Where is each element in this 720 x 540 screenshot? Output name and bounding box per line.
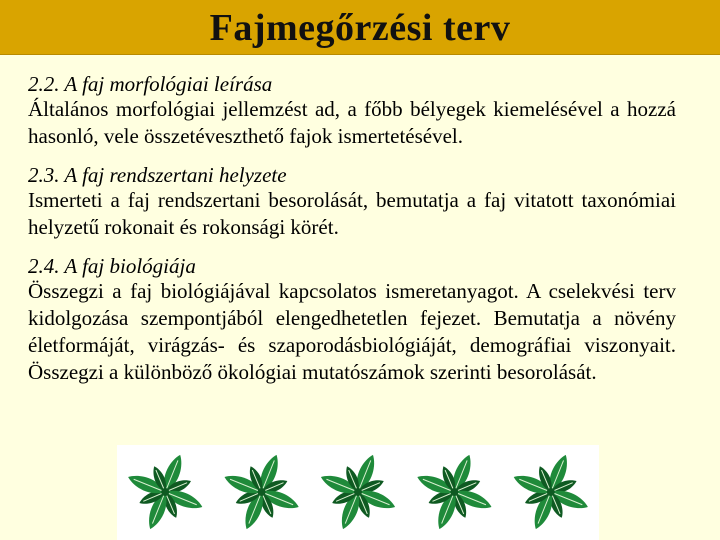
section-heading: 2.3. A faj rendszertani helyzete xyxy=(28,163,287,187)
section-heading: 2.2. A faj morfológiai leírása xyxy=(28,72,273,96)
rosette-center xyxy=(547,488,555,496)
section-body: Általános morfológiai jellemzést ad, a főbb bélyegek kiemelésével a hozzá hasonló, vele összetéveszthető fajok ismertetésével. xyxy=(28,97,676,148)
section-taxonomy xyxy=(28,163,676,241)
leaf-rosette-icon xyxy=(126,452,205,531)
leaf-rosette-icon xyxy=(318,452,397,531)
leaf-rosette-icon xyxy=(511,452,590,531)
slide-content xyxy=(28,72,676,399)
leaf-rosette-icon xyxy=(415,452,494,531)
leaf-ornament-svg xyxy=(117,445,599,540)
leaf-rosette-icon xyxy=(222,452,301,531)
section-morphology xyxy=(28,72,676,150)
section-heading: 2.4. A faj biológiája xyxy=(28,254,196,278)
rosette-center xyxy=(450,488,458,496)
section-body: Összegzi a faj biológiájával kapcsolatos ismeretanyagot. A cselekvési terv kidolgozása szempontjából elengedhetetlen fejezet. Bemutatja a növény életformáját, virágzás- és szaporodásbiológiáját, demográfiai viszonyait. Összegzi a különböző ökológiai mutatószámok szerinti besorolását. xyxy=(28,279,676,384)
rosette-center xyxy=(161,488,169,496)
rosette-center xyxy=(258,488,266,496)
section-body: Ismerteti a faj rendszertani besorolását, bemutatja a faj vitatott taxonómiai helyzetű rokonait és rokonsági körét. xyxy=(28,188,676,239)
title-bar xyxy=(0,0,720,55)
leaf-ornament-strip xyxy=(117,445,599,540)
rosette-center xyxy=(354,488,362,496)
section-biology xyxy=(28,254,676,386)
slide-title: Fajmegőrzési terv xyxy=(209,7,511,49)
